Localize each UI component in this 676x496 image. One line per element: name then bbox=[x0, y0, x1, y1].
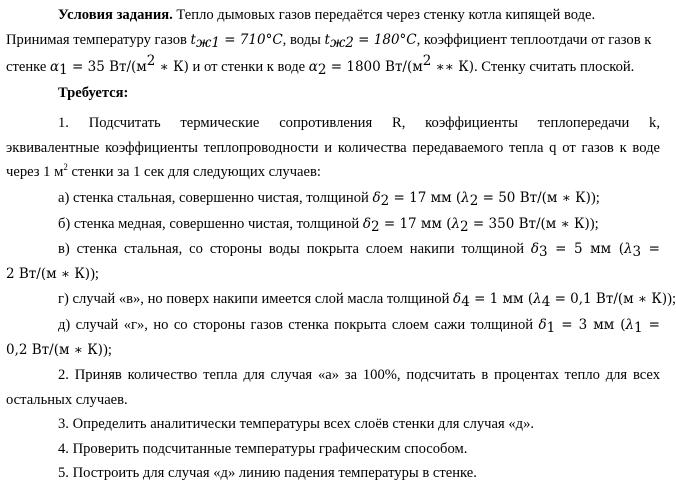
task4-line bbox=[58, 440, 660, 458]
task1-line-3 bbox=[6, 163, 660, 181]
task2-text-1: 2. Приняв количество тепла для случая «а» за 100%, подсчитать в процентах тепло для всех bbox=[58, 367, 660, 383]
conditions-line-1 bbox=[58, 6, 660, 24]
case-c-delta-symbol: δ bbox=[530, 241, 540, 257]
case-d-lambda-value: = 0,1 Вт/(м ∗ К) bbox=[550, 291, 668, 307]
task2-text-2: остальных случаев. bbox=[6, 392, 128, 408]
conditions-text-3b: и от стенки к воде bbox=[188, 59, 309, 75]
case-d-end: ); bbox=[667, 291, 676, 307]
case-e-lambda-value-2: 0,2 Вт/(м ∗ К) bbox=[6, 342, 103, 358]
task2-line-1 bbox=[58, 366, 660, 384]
case-a-lambda-value: = 50 Вт/(м ∗ К) bbox=[478, 190, 591, 206]
case-d-text: г) случай «в», но поверх накипи имеется слой масла толщиной bbox=[58, 291, 454, 307]
case-e-lambda-subscript: 1 bbox=[634, 320, 643, 336]
conditions-text-2a: Принимая температуру газов bbox=[6, 32, 191, 48]
case-e-line-2 bbox=[6, 341, 660, 359]
conditions-text-3a: стенке bbox=[6, 59, 50, 75]
case-a-lambda-subscript: 2 bbox=[469, 193, 479, 209]
case-b-delta-value: = 17 мм ( bbox=[379, 216, 452, 232]
case-e-delta-subscript: 1 bbox=[546, 320, 556, 336]
task3-text: 3. Определить аналитически температуры всех слоёв стенки для случая «д». bbox=[58, 416, 535, 432]
case-b-line bbox=[58, 215, 660, 233]
conditions-text-1: Тепло дымовых газов передаётся через стенку котла кипящей воде. bbox=[172, 7, 596, 23]
case-e-text: д) случай «г», но со стороны газов стенка покрыта слоем сажи толщиной bbox=[58, 317, 539, 333]
conditions-text-2c: , коэффициент теплоотдачи от газов к bbox=[416, 32, 652, 48]
conditions-text-3c: . Стенку считать плоской. bbox=[473, 59, 635, 75]
alpha2-symbol: α bbox=[308, 59, 318, 75]
alpha2-value: = 1800 Вт/(м bbox=[326, 59, 423, 75]
case-c-lambda-subscript: 3 bbox=[632, 244, 642, 260]
case-c-line-2 bbox=[6, 265, 660, 283]
case-c-lambda-symbol: λ bbox=[623, 241, 633, 257]
task1-text-3b: стенки за 1 сек для следующих случаев: bbox=[67, 164, 321, 180]
gas-temp-subscript: ж1 bbox=[195, 35, 220, 51]
alpha1-value: = 35 Вт/(м bbox=[67, 59, 147, 75]
case-b-lambda-value: = 350 Вт/(м ∗ К) bbox=[468, 216, 590, 232]
case-d-lambda-subscript: 4 bbox=[541, 294, 551, 310]
case-c-end: ); bbox=[90, 266, 99, 282]
alpha2-unit-end: ∗∗ К) bbox=[431, 59, 474, 75]
case-a-delta-symbol: δ bbox=[372, 190, 381, 206]
case-e-lambda-symbol: λ bbox=[625, 317, 635, 333]
gas-temp-value: = 710°C bbox=[219, 32, 283, 48]
task4-text: 4. Проверить подсчитанные температуры графическим способом. bbox=[58, 441, 468, 457]
case-e-delta-value: = 3 мм ( bbox=[555, 317, 626, 333]
alpha1-subscript: 1 bbox=[59, 62, 68, 78]
alpha2-subscript: 2 bbox=[317, 62, 327, 78]
case-b-delta-symbol: δ bbox=[362, 216, 371, 232]
case-d-delta-subscript: 4 bbox=[461, 294, 470, 310]
case-a-line bbox=[58, 189, 660, 207]
case-d-line bbox=[58, 290, 676, 310]
case-c-delta-subscript: 3 bbox=[539, 244, 548, 260]
case-e-end: ); bbox=[102, 342, 112, 358]
case-e-delta-symbol: δ bbox=[538, 317, 547, 333]
case-c-text: в) стенка стальная, со стороны воды покрыта слоем накипи толщиной bbox=[58, 241, 531, 257]
task1-text-3a: через 1 м bbox=[6, 164, 64, 180]
water-temp-value: = 180°C bbox=[353, 32, 417, 48]
case-b-delta-subscript: 2 bbox=[370, 219, 380, 235]
case-b-lambda-symbol: λ bbox=[451, 216, 461, 232]
case-a-end: ); bbox=[590, 190, 600, 206]
task3-line bbox=[58, 415, 660, 433]
case-a-delta-subscript: 2 bbox=[380, 193, 390, 209]
conditions-line-2 bbox=[6, 31, 660, 49]
required-label: Требуется: bbox=[58, 85, 129, 101]
task1-line-1 bbox=[58, 114, 660, 132]
task5-line bbox=[58, 464, 660, 482]
water-temp-symbol: t bbox=[324, 32, 330, 48]
task1-text-1: 1. Подсчитать термические сопротивления R, коэффициенты теплопередачи k, bbox=[58, 115, 660, 131]
case-b-text: б) стенка медная, совершенно чистая, толщиной bbox=[58, 216, 363, 232]
alpha2-sup: 2 bbox=[422, 53, 432, 69]
conditions-line-3 bbox=[6, 53, 660, 78]
case-c-lambda-value-2: 2 Вт/(м ∗ К) bbox=[6, 266, 91, 282]
case-b-end: ); bbox=[589, 216, 599, 232]
case-d-lambda-symbol: λ bbox=[533, 291, 542, 307]
case-e-line-1 bbox=[58, 316, 660, 334]
required-heading-line bbox=[58, 84, 660, 102]
case-c-delta-value: = 5 мм ( bbox=[547, 241, 624, 257]
water-temp-subscript: ж2 bbox=[329, 35, 354, 51]
task2-line-2 bbox=[6, 391, 660, 409]
case-b-lambda-subscript: 2 bbox=[460, 219, 469, 235]
task1-line-2 bbox=[6, 139, 660, 157]
task1-text-2: эквивалентные коэффициенты теплопроводности и количества передаваемого тепла q от газов к воде bbox=[6, 140, 660, 156]
case-d-delta-value: = 1 мм ( bbox=[469, 291, 534, 307]
task5-text: 5. Построить для случая «д» линию падения температуры в стенке. bbox=[58, 465, 477, 481]
task1-sup: 2 bbox=[63, 162, 68, 172]
case-c-lambda-value: = bbox=[641, 241, 660, 257]
alpha1-symbol: α bbox=[50, 59, 60, 75]
alpha1-sup: 2 bbox=[146, 53, 156, 69]
conditions-label: Условия задания. bbox=[58, 7, 173, 23]
alpha1-unit-end: ∗ К) bbox=[155, 59, 189, 75]
case-a-lambda-symbol: λ bbox=[461, 190, 470, 206]
gas-temp-symbol: t bbox=[190, 32, 196, 48]
conditions-text-2b: , воды bbox=[282, 32, 325, 48]
case-c-line-1 bbox=[58, 240, 660, 258]
case-a-delta-value: = 17 мм ( bbox=[389, 190, 462, 206]
case-e-lambda-value: = bbox=[642, 317, 660, 333]
case-a-text: а) стенка стальная, совершенно чистая, толщиной bbox=[58, 190, 373, 206]
case-d-delta-symbol: δ bbox=[453, 291, 462, 307]
